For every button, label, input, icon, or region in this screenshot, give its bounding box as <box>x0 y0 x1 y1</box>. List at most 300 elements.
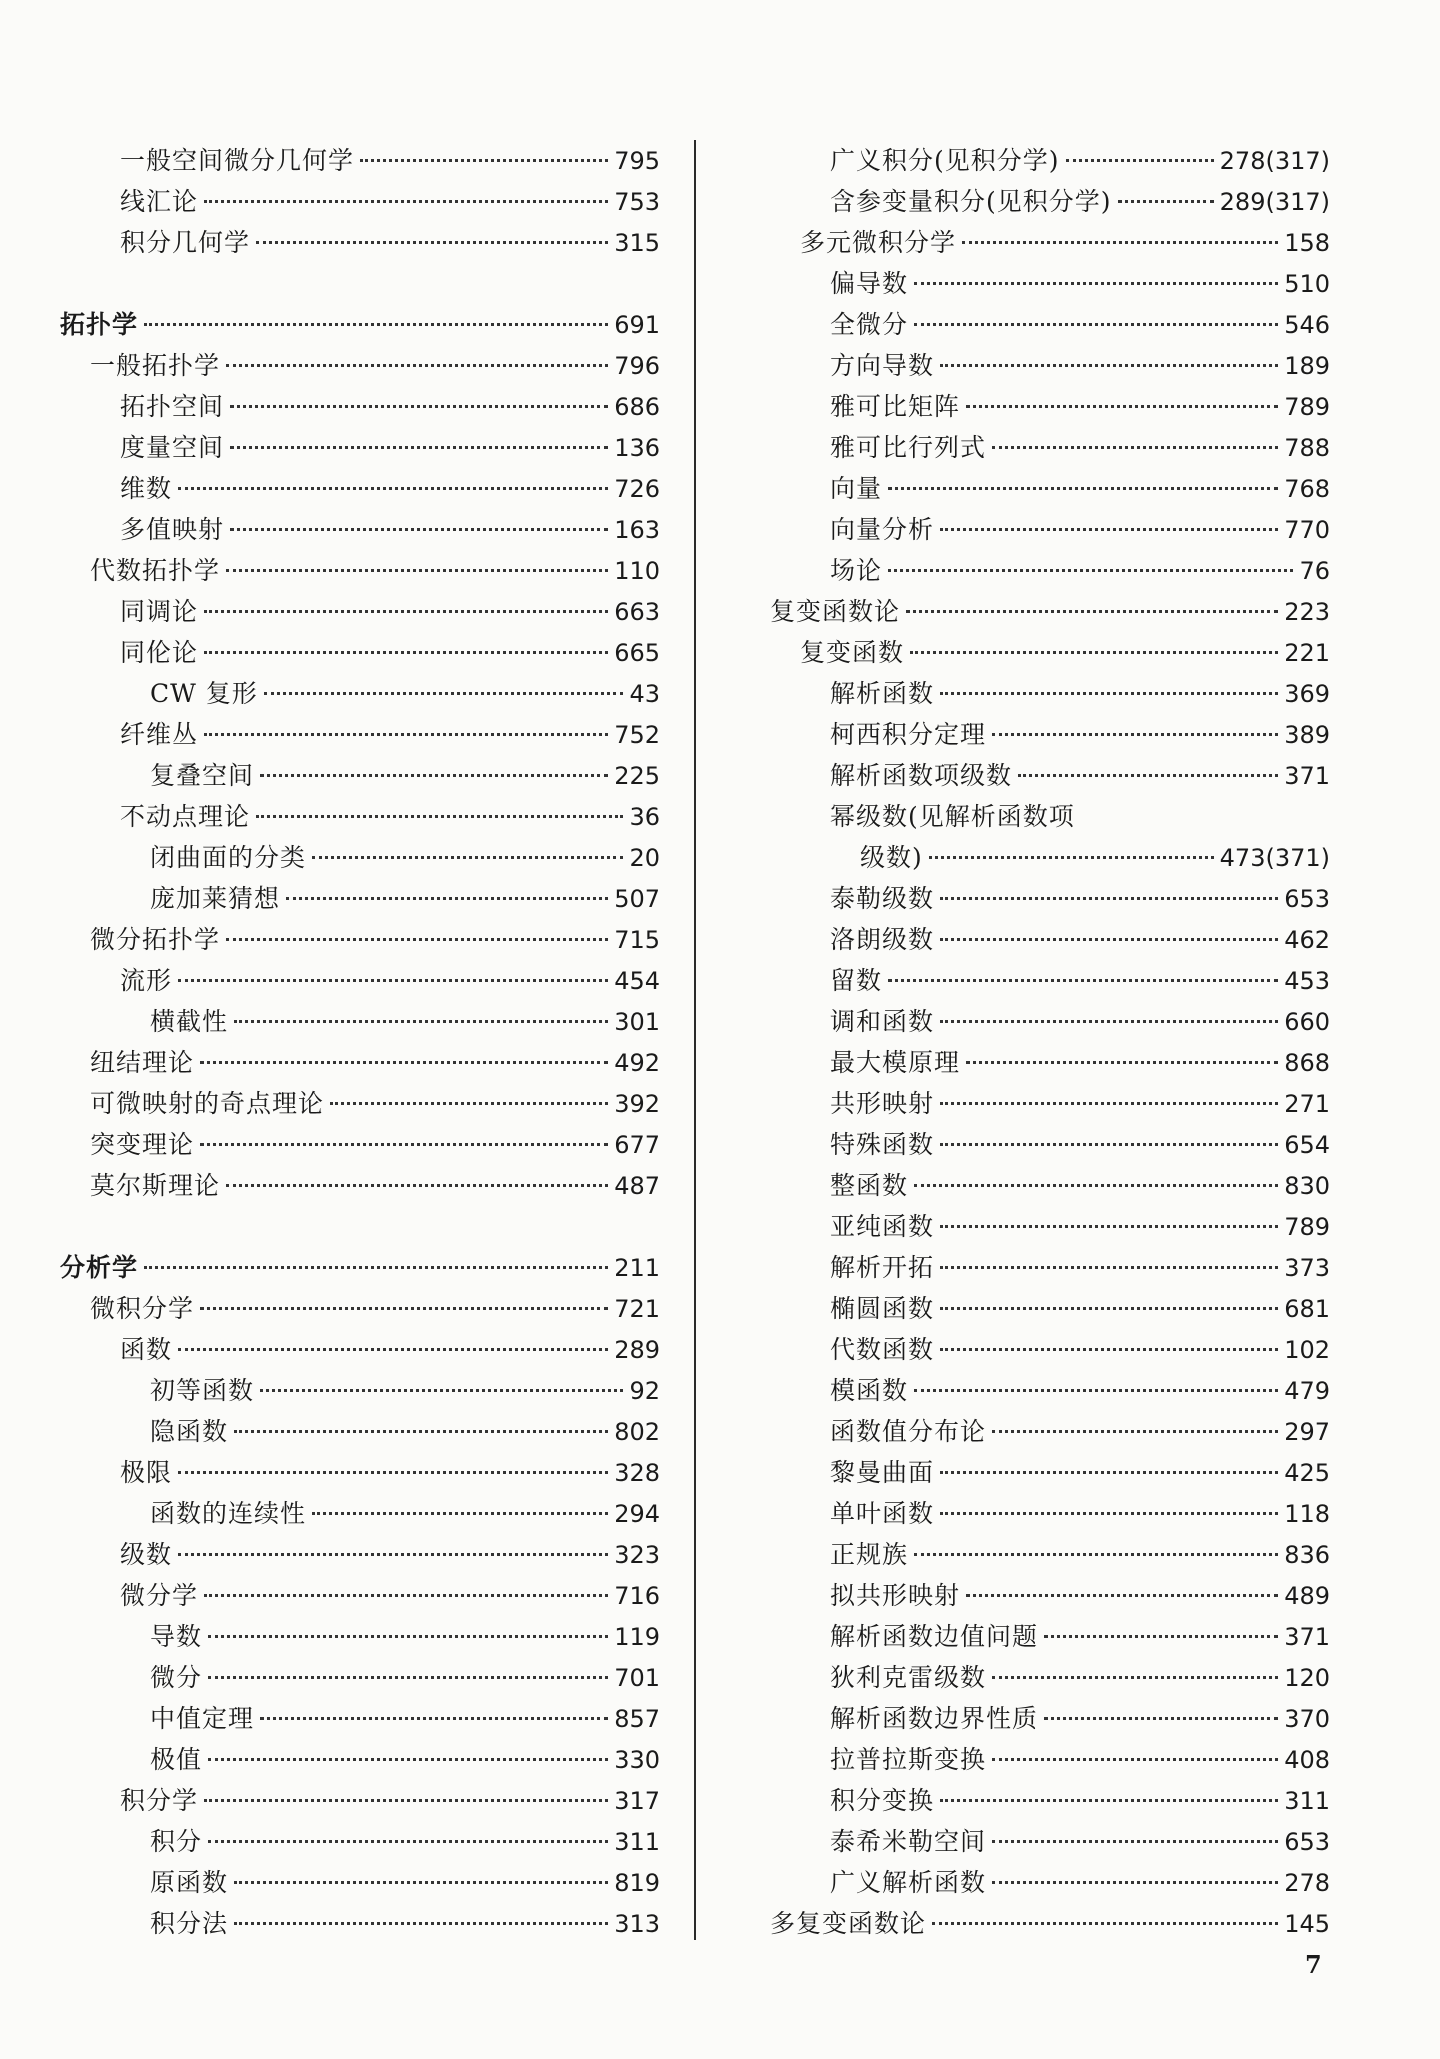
index-entry <box>770 1001 1330 1042</box>
column-divider <box>694 140 696 1940</box>
entry-page-number: 507 <box>614 885 660 913</box>
entry-label: 线汇论 <box>120 187 199 216</box>
index-entry <box>60 550 660 591</box>
index-entry <box>60 1083 660 1124</box>
index-entry <box>770 427 1330 468</box>
entry-label: 不动点理论 <box>120 802 251 831</box>
entry-page-number: 677 <box>614 1131 660 1159</box>
index-entry <box>60 181 660 222</box>
index-entry <box>60 1534 660 1575</box>
index-entry <box>770 878 1330 919</box>
entry-page-number: 328 <box>614 1459 660 1487</box>
entry-label: 中值定理 <box>150 1704 255 1733</box>
entry-page-number: 323 <box>614 1541 660 1569</box>
entry-page-number: 92 <box>629 1377 660 1405</box>
index-entry <box>770 755 1330 796</box>
index-entry <box>770 1329 1330 1370</box>
index-entry <box>770 1206 1330 1247</box>
entry-page-number: 663 <box>614 598 660 626</box>
entry-label: 流形 <box>120 966 173 995</box>
entry-label: 闭曲面的分类 <box>150 843 307 872</box>
entry-label: 微积分学 <box>90 1294 195 1323</box>
dot-leader <box>1066 159 1214 162</box>
dot-leader <box>940 1512 1278 1515</box>
entry-label: 单叶函数 <box>830 1499 935 1528</box>
entry-label: 一般拓扑学 <box>90 351 221 380</box>
entry-page-number: 110 <box>614 557 660 585</box>
entry-page-number: 770 <box>1284 516 1330 544</box>
dot-leader <box>234 1020 608 1023</box>
dot-leader <box>940 1471 1278 1474</box>
index-entry <box>770 714 1330 755</box>
entry-page-number: 721 <box>614 1295 660 1323</box>
dot-leader <box>144 1266 608 1269</box>
dot-leader <box>992 1676 1278 1679</box>
entry-label: 复叠空间 <box>150 761 255 790</box>
entry-page-number: 716 <box>614 1582 660 1610</box>
dot-leader <box>204 1594 608 1597</box>
index-entry <box>770 837 1330 878</box>
index-entry <box>60 1493 660 1534</box>
index-entry <box>770 345 1330 386</box>
entry-label: 全微分 <box>830 310 909 339</box>
index-entry <box>770 1165 1330 1206</box>
entry-page-number: 686 <box>614 393 660 421</box>
dot-leader <box>312 856 623 859</box>
entry-label: 多元微积分学 <box>800 228 957 257</box>
dot-leader <box>888 569 1293 572</box>
entry-page-number: 453 <box>1284 967 1330 995</box>
index-entry <box>770 1657 1330 1698</box>
entry-label: 椭圆函数 <box>830 1294 935 1323</box>
entry-page-number: 546 <box>1284 311 1330 339</box>
index-entry <box>770 468 1330 509</box>
index-entry <box>770 591 1330 632</box>
dot-leader <box>226 938 608 941</box>
index-entry <box>770 919 1330 960</box>
dot-leader <box>929 856 1214 859</box>
entry-page-number: 278 <box>1284 1869 1330 1897</box>
index-entry <box>770 1288 1330 1329</box>
entry-label: 泰希米勒空间 <box>830 1827 987 1856</box>
entry-label: 解析函数项级数 <box>830 761 1013 790</box>
dot-leader <box>914 1389 1278 1392</box>
index-entry <box>770 632 1330 673</box>
entry-page-number: 489 <box>1284 1582 1330 1610</box>
index-entry <box>770 222 1330 263</box>
entry-page-number: 158 <box>1284 229 1330 257</box>
entry-page-number: 163 <box>614 516 660 544</box>
index-entry <box>60 140 660 181</box>
entry-page-number: 425 <box>1284 1459 1330 1487</box>
entry-label: 突变理论 <box>90 1130 195 1159</box>
index-entry <box>770 1042 1330 1083</box>
entry-label: 导数 <box>150 1622 203 1651</box>
dot-leader <box>914 323 1278 326</box>
dot-leader <box>992 446 1278 449</box>
entry-label: 极值 <box>150 1745 203 1774</box>
dot-leader <box>1044 1635 1278 1638</box>
entry-page-number: 789 <box>1284 393 1330 421</box>
index-entry <box>60 1616 660 1657</box>
entry-page-number: 789 <box>1284 1213 1330 1241</box>
entry-page-number: 796 <box>614 352 660 380</box>
dot-leader <box>226 1184 608 1187</box>
entry-label: 整函数 <box>830 1171 909 1200</box>
index-entry <box>60 632 660 673</box>
entry-label: 拓扑学 <box>60 310 139 339</box>
entry-page-number: 857 <box>614 1705 660 1733</box>
dot-leader <box>992 733 1278 736</box>
entry-page-number: 830 <box>1284 1172 1330 1200</box>
index-entry <box>770 550 1330 591</box>
dot-leader <box>260 1717 608 1720</box>
entry-label: 极限 <box>120 1458 173 1487</box>
entry-page-number: 788 <box>1284 434 1330 462</box>
entry-label: 泰勒级数 <box>830 884 935 913</box>
dot-leader <box>256 815 623 818</box>
entry-page-number: 301 <box>614 1008 660 1036</box>
index-entry <box>60 1452 660 1493</box>
dot-leader <box>940 1307 1278 1310</box>
entry-page-number: 681 <box>1284 1295 1330 1323</box>
index-entry <box>60 1042 660 1083</box>
entry-page-number: 408 <box>1284 1746 1330 1774</box>
dot-leader <box>200 1061 608 1064</box>
index-entry <box>60 509 660 550</box>
index-entry <box>770 1370 1330 1411</box>
entry-page-number: 371 <box>1284 1623 1330 1651</box>
entry-label: 一般空间微分几何学 <box>120 146 355 175</box>
entry-label: 拓扑空间 <box>120 392 225 421</box>
dot-leader <box>204 610 608 613</box>
dot-leader <box>992 1430 1278 1433</box>
index-entry <box>770 181 1330 222</box>
dot-leader <box>940 1799 1278 1802</box>
dot-leader <box>178 1471 608 1474</box>
entry-label: 广义解析函数 <box>830 1868 987 1897</box>
dot-leader <box>914 282 1278 285</box>
dot-leader <box>204 1799 608 1802</box>
index-entry <box>60 1001 660 1042</box>
index-entry <box>770 960 1330 1001</box>
entry-label: 分析学 <box>60 1253 139 1282</box>
entry-label: 拟共形映射 <box>830 1581 961 1610</box>
index-entry <box>770 1247 1330 1288</box>
entry-page-number: 371 <box>1284 762 1330 790</box>
index-entry <box>60 1903 660 1944</box>
dot-leader <box>178 487 608 490</box>
index-entry <box>770 304 1330 345</box>
entry-page-number: 473(371) <box>1219 844 1330 872</box>
entry-label: 横截性 <box>150 1007 229 1036</box>
entry-page-number: 701 <box>614 1664 660 1692</box>
dot-leader <box>178 1348 608 1351</box>
entry-label: 解析开拓 <box>830 1253 935 1282</box>
index-entry <box>60 1247 660 1288</box>
dot-leader <box>940 938 1278 941</box>
dot-leader <box>204 733 608 736</box>
entry-label: 模函数 <box>830 1376 909 1405</box>
entry-page-number: 370 <box>1284 1705 1330 1733</box>
index-entry <box>60 304 660 345</box>
index-entry <box>60 1165 660 1206</box>
dot-leader <box>962 241 1278 244</box>
dot-leader <box>200 1307 608 1310</box>
entry-label: 调和函数 <box>830 1007 935 1036</box>
entry-page-number: 145 <box>1284 1910 1330 1938</box>
entry-label: 同伦论 <box>120 638 199 667</box>
dot-leader <box>360 159 608 162</box>
dot-leader <box>208 1840 608 1843</box>
dot-leader <box>208 1635 608 1638</box>
entry-page-number: 768 <box>1284 475 1330 503</box>
entry-label: 维数 <box>120 474 173 503</box>
index-entry <box>770 673 1330 714</box>
index-entry <box>60 468 660 509</box>
index-entry <box>770 509 1330 550</box>
index-entry <box>770 1780 1330 1821</box>
entry-page-number: 297 <box>1284 1418 1330 1446</box>
entry-label: 隐函数 <box>150 1417 229 1446</box>
entry-label: 最大模原理 <box>830 1048 961 1077</box>
entry-label: 场论 <box>830 556 883 585</box>
index-entry <box>60 1411 660 1452</box>
entry-label: 特殊函数 <box>830 1130 935 1159</box>
entry-label: 积分变换 <box>830 1786 935 1815</box>
dot-leader <box>230 446 608 449</box>
dot-leader <box>932 1922 1278 1925</box>
entry-label: 含参变量积分(见积分学) <box>830 187 1112 216</box>
entry-page-number: 462 <box>1284 926 1330 954</box>
dot-leader <box>208 1676 608 1679</box>
index-entry <box>770 263 1330 304</box>
entry-label: 正规族 <box>830 1540 909 1569</box>
entry-page-number: 317 <box>614 1787 660 1815</box>
entry-label: 狄利克雷级数 <box>830 1663 987 1692</box>
index-entry <box>770 140 1330 181</box>
entry-label: 柯西积分定理 <box>830 720 987 749</box>
dot-leader <box>966 405 1278 408</box>
entry-page-number: 726 <box>614 475 660 503</box>
entry-page-number: 211 <box>614 1254 660 1282</box>
dot-leader <box>144 323 608 326</box>
entry-page-number: 311 <box>614 1828 660 1856</box>
index-entry <box>60 1329 660 1370</box>
entry-label: 积分法 <box>150 1909 229 1938</box>
entry-label: 微分拓扑学 <box>90 925 221 954</box>
index-entry <box>60 1370 660 1411</box>
entry-page-number: 76 <box>1299 557 1330 585</box>
index-entry <box>60 345 660 386</box>
dot-leader <box>914 1553 1278 1556</box>
entry-page-number: 223 <box>1284 598 1330 626</box>
entry-label: 代数拓扑学 <box>90 556 221 585</box>
entry-page-number: 289 <box>614 1336 660 1364</box>
entry-page-number: 118 <box>1284 1500 1330 1528</box>
entry-page-number: 454 <box>614 967 660 995</box>
entry-page-number: 802 <box>614 1418 660 1446</box>
section-gap <box>60 263 660 304</box>
dot-leader <box>230 528 608 531</box>
entry-label: 雅可比行列式 <box>830 433 987 462</box>
dot-leader <box>264 692 624 695</box>
dot-leader <box>260 1389 623 1392</box>
dot-leader <box>234 1922 608 1925</box>
entry-label: 级数 <box>120 1540 173 1569</box>
entry-label: 初等函数 <box>150 1376 255 1405</box>
entry-page-number: 120 <box>1284 1664 1330 1692</box>
entry-label: 微分学 <box>120 1581 199 1610</box>
entry-page-number: 715 <box>614 926 660 954</box>
entry-label: 函数 <box>120 1335 173 1364</box>
entry-label: 积分 <box>150 1827 203 1856</box>
dot-leader <box>888 487 1278 490</box>
entry-page-number: 691 <box>614 311 660 339</box>
entry-page-number: 119 <box>614 1623 660 1651</box>
entry-page-number: 221 <box>1284 639 1330 667</box>
dot-leader <box>940 1225 1278 1228</box>
dot-leader <box>1018 774 1278 777</box>
dot-leader <box>312 1512 608 1515</box>
entry-label: 级数) <box>860 843 923 872</box>
entry-label: 亚纯函数 <box>830 1212 935 1241</box>
entry-label: 多复变函数论 <box>770 1909 927 1938</box>
entry-page-number: 665 <box>614 639 660 667</box>
entry-page-number: 752 <box>614 721 660 749</box>
dot-leader <box>940 1102 1278 1105</box>
entry-page-number: 278(317) <box>1219 147 1330 175</box>
index-entry <box>60 714 660 755</box>
entry-page-number: 653 <box>1284 885 1330 913</box>
dot-leader <box>330 1102 608 1105</box>
dot-leader <box>914 1184 1278 1187</box>
entry-label: 向量 <box>830 474 883 503</box>
index-entry <box>770 1739 1330 1780</box>
dot-leader <box>992 1758 1278 1761</box>
entry-page-number: 271 <box>1284 1090 1330 1118</box>
dot-leader <box>992 1881 1278 1884</box>
dot-leader <box>940 528 1278 531</box>
entry-label: 函数值分布论 <box>830 1417 987 1446</box>
index-entry <box>60 427 660 468</box>
entry-page-number: 330 <box>614 1746 660 1774</box>
entry-label: 函数的连续性 <box>150 1499 307 1528</box>
index-entry <box>60 755 660 796</box>
entry-page-number: 479 <box>1284 1377 1330 1405</box>
entry-label: 同调论 <box>120 597 199 626</box>
index-entry <box>770 1124 1330 1165</box>
index-entry <box>770 1493 1330 1534</box>
entry-label: 解析函数边界性质 <box>830 1704 1039 1733</box>
entry-label: 共形映射 <box>830 1089 935 1118</box>
entry-label: 莫尔斯理论 <box>90 1171 221 1200</box>
dot-leader <box>888 979 1278 982</box>
index-entry <box>770 1083 1330 1124</box>
index-entry <box>770 1534 1330 1575</box>
dot-leader <box>940 364 1278 367</box>
entry-page-number: 392 <box>614 1090 660 1118</box>
index-entry <box>60 1780 660 1821</box>
entry-page-number: 102 <box>1284 1336 1330 1364</box>
index-entry <box>60 919 660 960</box>
entry-label: 广义积分(见积分学) <box>830 146 1060 175</box>
entry-label: 积分学 <box>120 1786 199 1815</box>
dot-leader <box>910 651 1278 654</box>
section-gap <box>60 1206 660 1247</box>
entry-label: 多值映射 <box>120 515 225 544</box>
dot-leader <box>226 364 608 367</box>
dot-leader <box>234 1881 608 1884</box>
entry-label: 纤维丛 <box>120 720 199 749</box>
index-entry <box>60 878 660 919</box>
dot-leader <box>906 610 1278 613</box>
dot-leader <box>940 1020 1278 1023</box>
entry-page-number: 369 <box>1284 680 1330 708</box>
index-column-right <box>770 140 1330 1944</box>
entry-page-number: 492 <box>614 1049 660 1077</box>
entry-label: 雅可比矩阵 <box>830 392 961 421</box>
dot-leader <box>178 979 608 982</box>
entry-page-number: 868 <box>1284 1049 1330 1077</box>
dot-leader <box>208 1758 608 1761</box>
entry-label: 幂级数(见解析函数项 <box>830 802 1075 831</box>
entry-label: 纽结理论 <box>90 1048 195 1077</box>
entry-page-number: 36 <box>629 803 660 831</box>
index-entry <box>770 1575 1330 1616</box>
entry-label: 解析函数边值问题 <box>830 1622 1039 1651</box>
index-entry <box>770 1616 1330 1657</box>
entry-page-number: 753 <box>614 188 660 216</box>
dot-leader <box>940 1143 1278 1146</box>
dot-leader <box>1118 200 1214 203</box>
entry-label: CW 复形 <box>150 679 258 708</box>
index-entry <box>770 1698 1330 1739</box>
index-entry <box>770 386 1330 427</box>
entry-label: 微分 <box>150 1663 203 1692</box>
dot-leader <box>992 1840 1278 1843</box>
index-entry <box>60 837 660 878</box>
dot-leader <box>1044 1717 1278 1720</box>
dot-leader <box>940 692 1278 695</box>
dot-leader <box>286 897 608 900</box>
index-entry <box>60 960 660 1001</box>
entry-page-number: 136 <box>614 434 660 462</box>
index-entry <box>60 591 660 632</box>
entry-label: 向量分析 <box>830 515 935 544</box>
entry-label: 洛朗级数 <box>830 925 935 954</box>
index-entry <box>770 1452 1330 1493</box>
index-entry <box>60 1698 660 1739</box>
index-column-left <box>60 140 660 1944</box>
entry-page-number: 660 <box>1284 1008 1330 1036</box>
entry-label: 度量空间 <box>120 433 225 462</box>
entry-page-number: 510 <box>1284 270 1330 298</box>
entry-label: 庞加莱猜想 <box>150 884 281 913</box>
dot-leader <box>940 897 1278 900</box>
entry-label: 留数 <box>830 966 883 995</box>
entry-label: 拉普拉斯变换 <box>830 1745 987 1774</box>
entry-page-number: 189 <box>1284 352 1330 380</box>
index-entry <box>770 1821 1330 1862</box>
dot-leader <box>200 1143 608 1146</box>
entry-page-number: 315 <box>614 229 660 257</box>
entry-page-number: 819 <box>614 1869 660 1897</box>
entry-page-number: 795 <box>614 147 660 175</box>
index-entry <box>770 1862 1330 1903</box>
index-entry <box>60 1657 660 1698</box>
entry-page-number: 20 <box>629 844 660 872</box>
